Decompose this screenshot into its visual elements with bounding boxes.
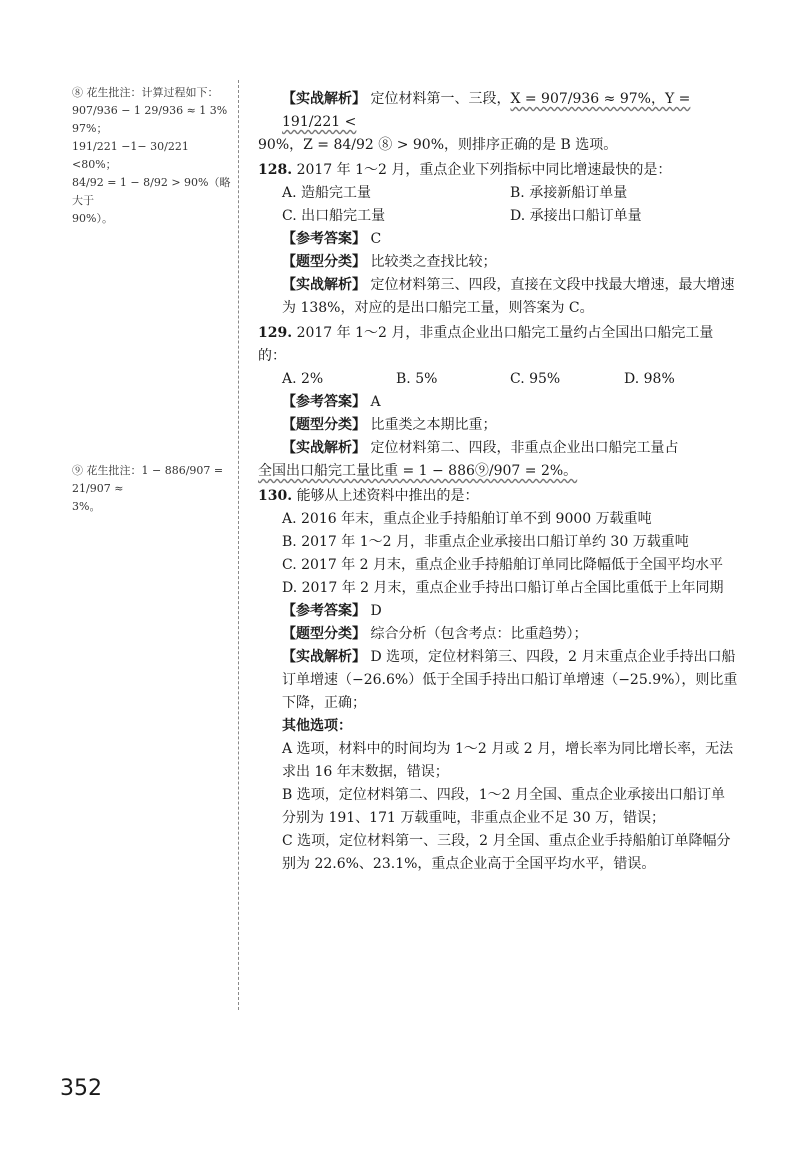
sidenote-line: ⑧ 花生批注：计算过程如下：	[72, 86, 219, 99]
analysis-text: 定位材料第一、三段，	[370, 91, 511, 107]
answer-128	[258, 228, 738, 251]
question-text: 能够从上述资料中推出的是：	[296, 488, 479, 504]
sidenote-8	[72, 84, 232, 228]
sidenote-line: 191/221 −1− 30/221 <80%；	[72, 140, 189, 171]
answer-130	[258, 600, 738, 623]
page-number: 352	[60, 1076, 102, 1101]
option-d: D. 承接出口船订单量	[510, 208, 642, 224]
sidenote-line: 97%；	[72, 122, 108, 135]
formula-text: 全国出口船完工量比重 = 1 − 886⑨/907 = 2%。	[258, 463, 578, 479]
type-tag: 【题型分类】	[282, 626, 366, 642]
answer-tag: 【参考答案】	[282, 394, 366, 410]
answer-value: A	[370, 394, 381, 410]
sidenote-line: 84/92 = 1 − 8/92 > 90%（略大于	[72, 176, 231, 207]
option-a: A. 造船完工量	[282, 185, 372, 201]
answer-tag: 【参考答案】	[282, 231, 366, 247]
question-128	[258, 159, 738, 182]
answer-tag: 【参考答案】	[282, 603, 366, 619]
option-a: A. 2%	[282, 371, 324, 387]
formula-text: X = 907/936 ≈ 97%，Y = 191/221 <	[282, 91, 691, 130]
question-number: 130.	[258, 488, 293, 504]
sidenote-line: 907/936 − 1 29/936 ≈ 1 3%	[72, 104, 228, 117]
options-128-row2	[258, 205, 738, 228]
intro-analysis-line2: 90%，Z = 84/92 ⑧ > 90%，则排序正确的是 B 选项。	[258, 137, 618, 153]
option-a: A. 2016 年末，重点企业手持船舶订单不到 9000 万载重吨	[282, 511, 652, 527]
options-129	[258, 368, 738, 391]
analysis-text: 定位材料第二、四段，非重点企业出口船完工量占	[370, 440, 679, 456]
option-c: C. 2017 年 2 月末，重点企业手持船舶订单同比降幅低于全国平均水平	[282, 557, 723, 573]
analysis-129-line2	[258, 460, 738, 483]
sidenote-line: ⑨ 花生批注：1 − 886/907 = 21/907 ≈	[72, 464, 224, 495]
question-129	[258, 322, 738, 368]
question-number: 129.	[258, 325, 293, 341]
option-b: B. 2017 年 1～2 月，非重点企业承接出口船订单约 30 万载重吨	[282, 534, 689, 550]
options-128-row1	[258, 182, 738, 205]
analysis-tag: 【实战解析】	[282, 649, 366, 665]
type-128	[258, 251, 738, 274]
option-c: C. 95%	[510, 371, 561, 387]
other-option-a: A 选项，材料中的时间均为 1～2 月或 2 月，增长率为同比增长率，无法求出 16 年末数据，错误；	[282, 741, 734, 780]
question-130	[258, 485, 738, 508]
type-value: 比重类之本期比重；	[370, 417, 497, 433]
type-value: 综合分析（包含考点：比重趋势）；	[370, 626, 588, 642]
type-129	[258, 414, 738, 437]
answer-129	[258, 391, 738, 414]
analysis-tag: 【实战解析】	[282, 91, 366, 107]
intro-analysis	[258, 88, 738, 134]
option-d: D. 2017 年 2 月末，重点企业手持出口船订单占全国比重低于上年同期	[282, 580, 724, 596]
analysis-130	[258, 646, 738, 715]
analysis-129	[258, 437, 738, 460]
analysis-128	[258, 274, 738, 320]
other-option-b: B 选项，定位材料第二、四段，1～2 月全国、重点企业承接出口船订单分别为 191、171 万载重吨，非重点企业不足 30 万，错误；	[282, 787, 726, 826]
question-text: 2017 年 1～2 月，重点企业下列指标中同比增速最快的是：	[296, 162, 672, 178]
option-b: B. 5%	[396, 371, 438, 387]
analysis-tag: 【实战解析】	[282, 440, 366, 456]
option-b: B. 承接新船订单量	[510, 185, 628, 201]
type-value: 比较类之查找比较；	[370, 254, 497, 270]
question-text: 2017 年 1～2 月，非重点企业出口船完工量约占全国出口船完工量的：	[258, 325, 714, 364]
type-130	[258, 623, 738, 646]
sidenote-line: 90%）。	[72, 212, 113, 225]
type-tag: 【题型分类】	[282, 254, 366, 270]
question-number: 128.	[258, 162, 293, 178]
other-option-c: C 选项，定位材料第一、三段，2 月全国、重点企业手持船舶订单降幅分别为 22.6%、23.1%，重点企业高于全国平均水平，错误。	[282, 833, 731, 872]
option-d: D. 98%	[624, 371, 675, 387]
type-tag: 【题型分类】	[282, 417, 366, 433]
other-options-heading: 其他选项：	[282, 718, 352, 734]
answer-value: C	[370, 231, 382, 247]
analysis-text: D 选项，定位材料第三、四段，2 月末重点企业手持出口船订单增速（−26.6%）低于全国手持出口船订单增速（−25.9%），则比重下降，正确；	[282, 649, 738, 711]
option-c: C. 出口船完工量	[282, 208, 386, 224]
margin-divider	[238, 80, 239, 1010]
analysis-tag: 【实战解析】	[282, 277, 366, 293]
analysis-text: 定位材料第三、四段，直接在文段中找最大增速，最大增速为 138%，对应的是出口船完工量，则答案为 C。	[282, 277, 735, 316]
sidenote-9	[72, 462, 232, 516]
answer-value: D	[370, 603, 382, 619]
sidenote-line: 3%。	[72, 500, 101, 513]
main-content	[258, 88, 738, 876]
